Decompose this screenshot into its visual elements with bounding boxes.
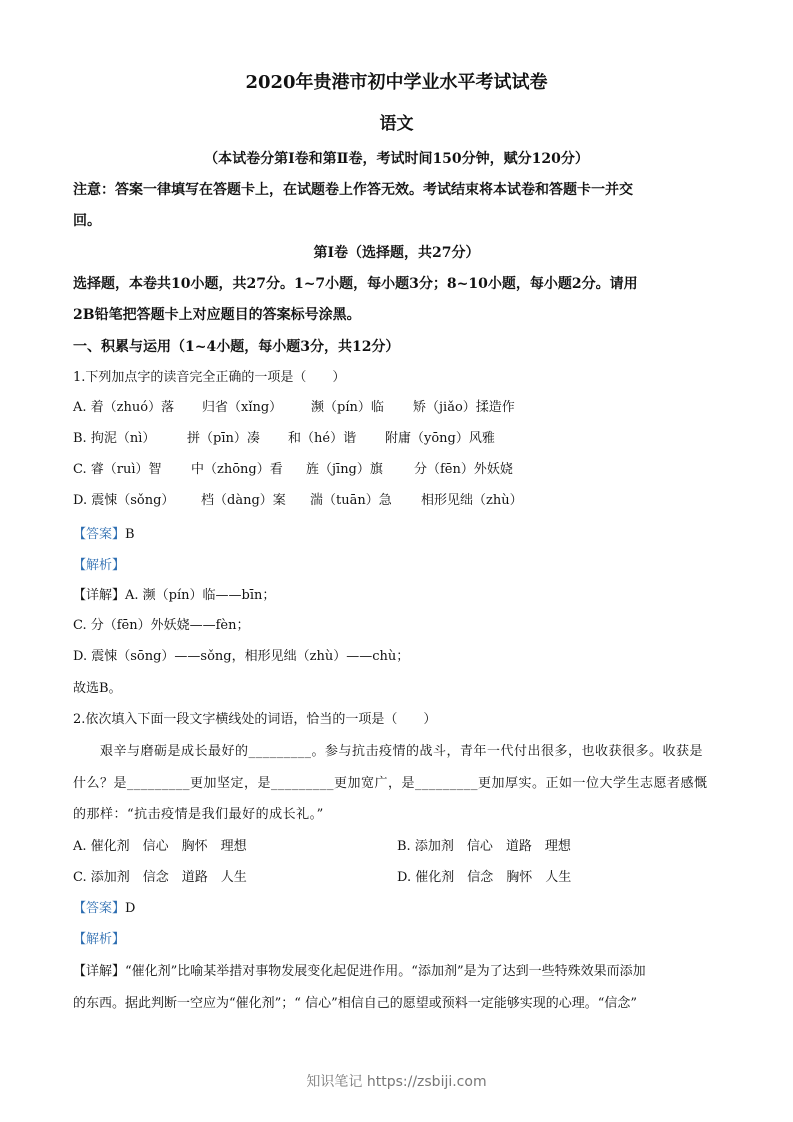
- answer-value: B: [125, 527, 135, 542]
- q1-detail-3: D. 震悚（sōng）——sǒng，相形见绌（zhù）——chù；: [73, 649, 410, 664]
- section-intro-2: 2B铅笔把答题卡上对应题目的答案标号涂黑。: [73, 307, 361, 323]
- q1-c-item: 旌（jīng）旗: [306, 462, 383, 477]
- notice-line-1: 注意：答案一律填写在答题卡上，在试题卷上作答无效。考试结束将本试卷和答题卡一并交: [73, 182, 633, 198]
- answer-label: 【答案】: [73, 901, 126, 916]
- q1-analysis-label: 【解析】: [73, 558, 126, 573]
- q1-c-item: C. 睿（ruì）智: [73, 462, 162, 477]
- q2-passage-2: 什么？是_________更加坚定，是_________更加宽广，是_________更加厚实。正如一位大学生志愿者感慨: [73, 776, 708, 791]
- q1-a-item: 矫（jiǎo）揉造作: [413, 400, 515, 415]
- q1-c-item: 分（fēn）外妖娆: [414, 462, 513, 477]
- q1-a-item: 归省（xǐng）: [202, 400, 283, 415]
- exam-info: （本试卷分第Ⅰ卷和第Ⅱ卷，考试时间150分钟，赋分120分）: [204, 151, 589, 167]
- answer-label: 【答案】: [73, 527, 126, 542]
- q1-d-item: D. 震悚（sǒng）: [73, 493, 175, 508]
- notice-line-2: 回。: [73, 213, 101, 229]
- q1-d-item: 相形见绌（zhù）: [421, 493, 523, 508]
- footer-watermark: 知识笔记 https://zsbiji.com: [306, 1074, 487, 1090]
- q1-b-item: 和（hé）谐: [288, 431, 357, 446]
- q1-a-item: 濒（pín）临: [311, 400, 384, 415]
- section-intro-1: 选择题，本卷共10小题，共27分。1~7小题，每小题3分；8~10小题，每小题2分。请用: [73, 276, 638, 292]
- q2-option-a: A. 催化剂 信心 胸怀 理想: [73, 839, 247, 854]
- q2-option-b: B. 添加剂 信心 道路 理想: [397, 839, 571, 854]
- q2-analysis-label: 【解析】: [73, 932, 126, 947]
- q2-answer: [73, 900, 135, 918]
- q1-stem: 1.下列加点字的读音完全正确的一项是（ ）: [73, 370, 346, 385]
- answer-value: D: [125, 901, 136, 916]
- q1-b-item: B. 拘泥（nì）: [73, 431, 156, 446]
- q1-detail-1: 【详解】A. 濒（pín）临——bīn；: [73, 588, 276, 603]
- subject-title: 语文: [379, 114, 414, 134]
- q1-d-item: 湍（tuān）急: [310, 493, 392, 508]
- q1-conclusion: 故选B。: [73, 681, 122, 696]
- q1-detail-2: C. 分（fēn）外妖娆——fèn；: [73, 618, 250, 633]
- q2-detail-2: 的东西。据此判断一空应为“催化剂”；“ 信心”相信自己的愿望或预料一定能够实现的心理。“信念”: [73, 996, 638, 1011]
- q2-stem: 2.依次填入下面一段文字横线处的词语，恰当的一项是（ ）: [73, 712, 437, 727]
- q2-passage-3: 的那样：“抗击疫情是我们最好的成长礼。”: [73, 807, 324, 822]
- q1-d-item: 档（dàng）案: [201, 493, 286, 508]
- q2-passage-1: 艰辛与磨砺是成长最好的_________。参与抗击疫情的战斗，青年一代付出很多，也收获很多。收获是: [100, 744, 704, 759]
- q1-a-item: A. 着（zhuó）落: [73, 400, 175, 415]
- q1-b-item: 附庸（yōng）风雅: [385, 431, 495, 446]
- q2-option-d: D. 催化剂 信念 胸怀 人生: [397, 870, 572, 885]
- q2-detail-1: 【详解】“催化剂”比喻某举措对事物发展变化起促进作用。“添加剂”是为了达到一些特殊效果而添加: [73, 964, 646, 979]
- q1-c-item: 中（zhōng）看: [191, 462, 283, 477]
- part-title: 一、积累与运用（1~4小题，每小题3分，共12分）: [73, 339, 400, 355]
- q1-b-item: 拼（pīn）凑: [187, 431, 260, 446]
- section-title: 第Ⅰ卷（选择题，共27分）: [313, 245, 480, 261]
- q2-option-c: C. 添加剂 信念 道路 人生: [73, 870, 247, 885]
- exam-title: 2020年贵港市初中学业水平考试试卷: [245, 72, 548, 93]
- q1-answer: [73, 526, 135, 544]
